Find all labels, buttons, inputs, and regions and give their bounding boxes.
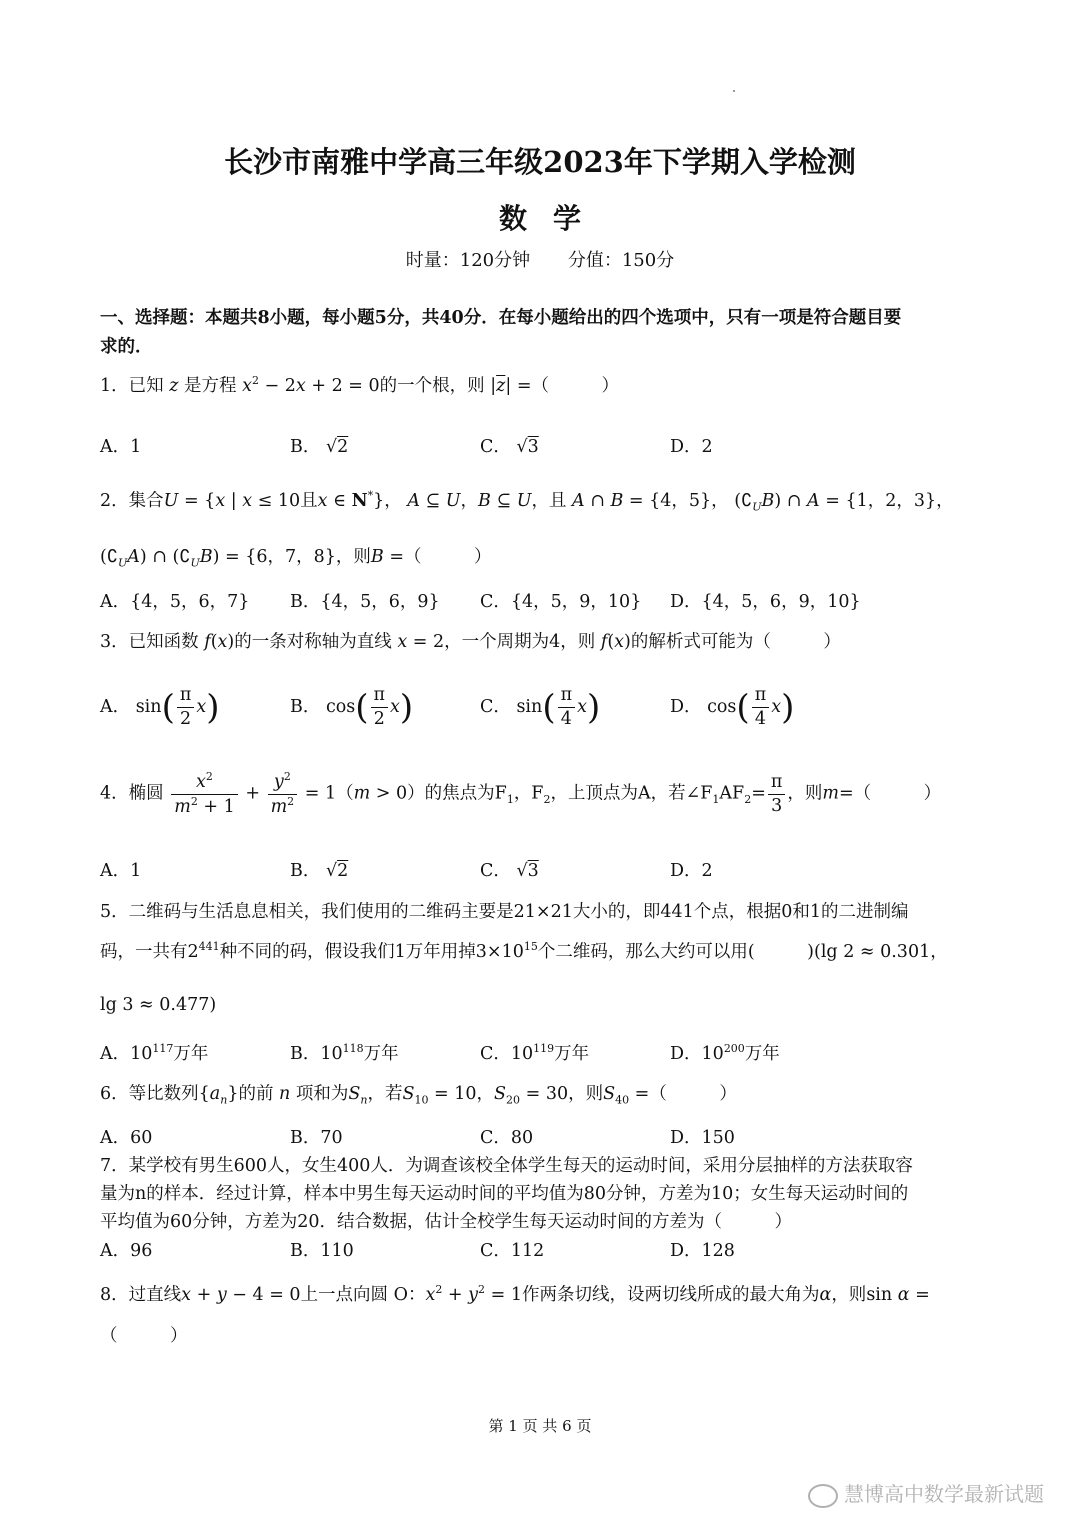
page-footer: 第 1 页 共 6 页 [488, 1417, 592, 1435]
q5-option-a[interactable]: A．$10^{117}$万年 [100, 1042, 209, 1064]
question-6: 6．等比数列$\{a_n\}$的前 n 项和为$S_n$，若$S_{10} = 10$，$S_{20} = 30$，则$S_{40}$ =（ ） [100, 1084, 737, 1107]
question-7-line2: 量为n的样本．经过计算，样本中男生每天运动时间的平均值为80分钟，方差为10；女生每天运动时间的 [100, 1184, 909, 1204]
subject-title: 数学 [498, 202, 607, 235]
question-2-line1: 2．集合U = {x | x ≤ 10且x ∈ N*}， A ⊆ U，B ⊆ U，且 A ∩ B = {4，5}， $(∁_UB)$ ∩ A = {1，2，3}， [100, 489, 954, 514]
watermark: 慧博高中数学最新试题 [808, 1478, 1044, 1508]
q1-option-b[interactable]: B． √2 [290, 437, 349, 457]
q5-option-d[interactable]: D．$10^{200}$万年 [670, 1042, 780, 1064]
q2-option-b[interactable]: B．{4，5，6，9} [290, 592, 440, 612]
section-heading-line1: 一、选择题：本题共8小题，每小题5分，共40分．在每小题给出的四个选项中，只有一项是符合题目要 [100, 308, 902, 328]
score-label: 分值：150分 [567, 250, 675, 271]
q3-option-a[interactable]: A． sin( $\frac{\pi}{2}$ x) [100, 685, 220, 729]
scan-dot [733, 90, 735, 92]
q6-option-a[interactable]: A．60 [100, 1128, 153, 1148]
q1-option-a[interactable]: A．1 [100, 437, 142, 457]
q2-option-d[interactable]: D．{4，5，6，9，10} [670, 592, 861, 612]
question-8-line2: （ ） [100, 1326, 188, 1346]
q4-option-c[interactable]: C． √3 [480, 861, 539, 881]
q6-option-b[interactable]: B．70 [290, 1128, 343, 1148]
q1-option-c[interactable]: C． √3 [480, 437, 539, 457]
q6-option-c[interactable]: C．80 [480, 1128, 534, 1148]
question-5-line1: 5．二维码与生活息息相关，我们使用的二维码主要是21×21大小的，即441个点，根据0和1的二进制编 [100, 902, 909, 922]
q2-option-c[interactable]: C．{4，5，9，10} [480, 592, 642, 612]
question-4: 4．椭圆 $\frac{x^2}{m^2 + 1}$ + $\frac{y^2}{m^2}$ = 1（m > 0）的焦点为$F_1$，$F_2$，上顶点为A，若$\angle F_1AF_2=$ $\frac{\pi}{3}$ ，则m=（ ） [100, 770, 942, 817]
q7-option-a[interactable]: A．96 [100, 1241, 153, 1261]
q3-option-c[interactable]: C． sin( $\frac{\pi}{4}$ x) [480, 685, 601, 729]
question-8-line1: 8．过直线x + y − 4 = 0上一点向圆 O：$x^2 + y^2 = 1$作两条切线，设两切线所成的最大角为α，则sin α = [100, 1283, 930, 1305]
question-5-line3: lg 3 ≈ 0.477) [100, 995, 217, 1015]
question-5-line2: 码，一共有$2^{441}$种不同的码，假设我们1万年用掉$3\times 10^{15}$个二维码，那么大约可以用( )(lg 2 ≈ 0.301， [100, 940, 948, 962]
section-heading-line2: 求的． [100, 337, 153, 357]
wechat-icon [808, 1484, 838, 1508]
q4-option-b[interactable]: B． √2 [290, 861, 349, 881]
q3-option-d[interactable]: D． cos( $\frac{\pi}{4}$ x) [670, 685, 795, 729]
q5-option-c[interactable]: C．$10^{119}$万年 [480, 1042, 590, 1064]
q4-option-d[interactable]: D．2 [670, 861, 713, 881]
q2-option-a[interactable]: A．{4，5，6，7} [100, 592, 250, 612]
q1-option-d[interactable]: D．2 [670, 437, 713, 457]
q7-option-b[interactable]: B．110 [290, 1241, 354, 1261]
question-1: 1．已知 z 是方程 $x^2 - 2x + 2 = 0$的一个根，则 $|\overline{z}|$ =（ ） [100, 374, 619, 396]
q5-option-b[interactable]: B．$10^{118}$万年 [290, 1042, 399, 1064]
q7-option-c[interactable]: C．112 [480, 1241, 545, 1261]
question-3: 3．已知函数 f(x)的一条对称轴为直线 x = 2，一个周期为4，则 f(x)的解析式可能为（ ） [100, 632, 841, 652]
question-7-line1: 7．某学校有男生600人，女生400人．为调查该校全体学生每天的运动时间，采用分层抽样的方法获取容 [100, 1156, 913, 1176]
question-2-line2: $(∁_UA)$ ∩ $(∁_UB) = \{6$，7，8}，则B =（ ） [100, 547, 492, 570]
exam-info [0, 246, 1080, 272]
time-label: 时量：120分钟 [405, 250, 531, 271]
q6-option-d[interactable]: D．150 [670, 1128, 735, 1148]
q4-option-a[interactable]: A．1 [100, 861, 142, 881]
q7-option-d[interactable]: D．128 [670, 1241, 735, 1261]
exam-title: 长沙市南雅中学高三年级2023年下学期入学检测 [224, 145, 856, 179]
q3-option-b[interactable]: B． cos( $\frac{\pi}{2}$ x) [290, 685, 414, 729]
question-7-line3: 平均值为60分钟，方差为20．结合数据，估计全校学生每天运动时间的方差为（ ） [100, 1212, 793, 1232]
